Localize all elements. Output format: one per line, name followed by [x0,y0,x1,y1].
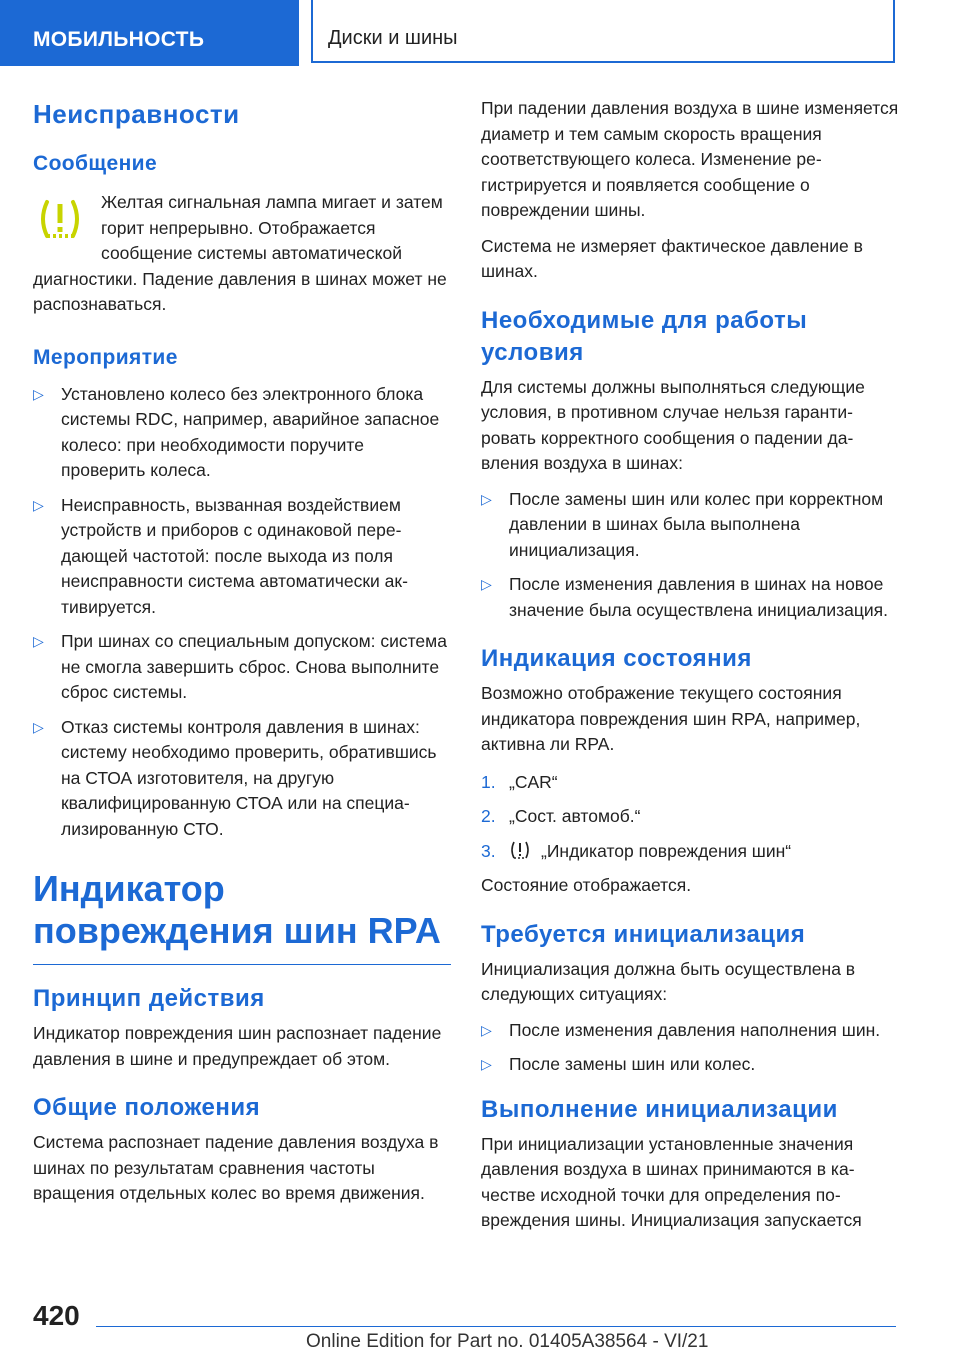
list-item: 1. „CAR“ [481,771,558,792]
heading-measure: Мероприятие [33,345,178,369]
tire-pressure-warning-icon [33,192,87,246]
list-item: 2. „Сост. автомоб.“ [481,806,641,826]
status-after-text: Состояние отображается. [481,875,692,895]
heading-principle: Принцип действия [33,985,265,1012]
chapter-tab[interactable]: Диски и шины [311,0,895,63]
footer-rule [96,1326,896,1327]
heading-status: Индикация состояния [481,645,752,672]
list-item: ▷ После замены шин или колес при корректном давлении в шинах была выполнена инициализация. [481,488,884,560]
triangle-bullet-icon: ▷ [33,496,44,513]
heading-conditions: Необходимые для работы условия [481,306,808,366]
list-item: ▷ После изменения давления в шинах на новое значение была осуществлена инициализация. [481,574,888,620]
list-item: 3. „Индикатор повреждения шин“ [481,840,792,861]
tire-damage-icon [509,840,531,860]
message-text: Желтая сигнальная лампа мигает и затем горит непрерывно. Отображается сообщение системы автоматической диагностики. Падение давления в шинах может не распознаваться. [33,192,447,314]
conditions-list [481,487,899,624]
heading-perform: Выполнение инициализации [481,1095,838,1123]
init-required-list [481,1018,899,1078]
principle-text: Индикатор повреждения шин распознает падение давления в шине и предупреждает об этом. [33,1023,442,1069]
page-number: 420 [33,1300,80,1331]
triangle-bullet-icon: ▷ [33,718,44,735]
section-tab[interactable]: МОБИЛЬНОСТЬ [0,0,299,66]
status-text: Возможно отображение текущего состояния индикатора повреждения шин RPA, например, активна ли RPA. [481,683,861,754]
triangle-bullet-icon: ▷ [481,576,492,592]
list-item: ▷ После изменения давления наполнения шин. [481,1018,899,1044]
list-item: ▷ Отказ системы контроля давления в шинах: систему необходимо проверить, обратившись на СТОА изготовителя, на другую квалифицированную СТОА или на специализированную СТО. [33,716,437,839]
page-header [0,0,960,66]
triangle-bullet-icon: ▷ [33,385,44,402]
init-required-text: Инициализация должна быть осуществлена в следующих ситуациях: [481,958,856,1004]
measures-list [33,382,451,843]
message-block [33,190,451,318]
list-item: ▷ Установлено колесо без электронного блока системы RDC, например, аварийное запасное колесо: при необходимости поручите проверить колеса. [33,383,440,480]
heading-init-required: Требуется инициализация [481,920,806,948]
heading-message: Сообщение [33,152,158,175]
triangle-bullet-icon: ▷ [481,1056,492,1072]
right-column [481,96,899,1234]
general-text: Система распознает падение давления воздуха в шинах по результатам сравнения частоты вращения отдельных колес во время движения. [33,1132,439,1203]
status-steps [481,770,899,865]
triangle-bullet-icon: ▷ [481,490,492,507]
list-item: ▷ При шинах со специальным допуском: система не смогла завершить сброс. Снова выполните сброс системы. [33,631,447,702]
heading-general: Общие положения [33,1094,261,1121]
triangle-bullet-icon: ▷ [33,633,44,649]
edition-text: Online Edition for Part no. 01405A38564 - VI/21 [306,1331,709,1352]
perform-text: При инициализации установленные значения давления воздуха в шинах принимаются в качестве исходной точки для определения повреждения шины. Инициализация запускается [481,1133,862,1230]
list-item: ▷ Неисправность, вызванная воздействием устройств и приборов с одинаковой передающей частотой: после выхода из поля неисправности система автоматически активируется. [33,494,408,617]
triangle-bullet-icon: ▷ [481,1021,492,1038]
conditions-text: Для системы должны выполняться следующие условия, в противном случае нельзя гарантировать корректного сообщения о падении давления воздуха в шинах: [481,376,865,473]
heading-rule [33,964,451,965]
intro-text: При падении давления воздуха в шине изменяется диаметр и тем самым скорость вращения соответствующего колеса. Изменение регистрируется и появляется сообщение о повреждении шины. [481,98,899,220]
heading-malfunctions: Неисправности [33,99,240,129]
left-column [33,98,451,1207]
note-text: Система не измеряет фактическое давление в шинах. [481,235,863,281]
heading-rpa: Индикатор повреждения шин RPA [33,868,441,951]
list-item: ▷ После замены шин или колес. [481,1052,899,1078]
